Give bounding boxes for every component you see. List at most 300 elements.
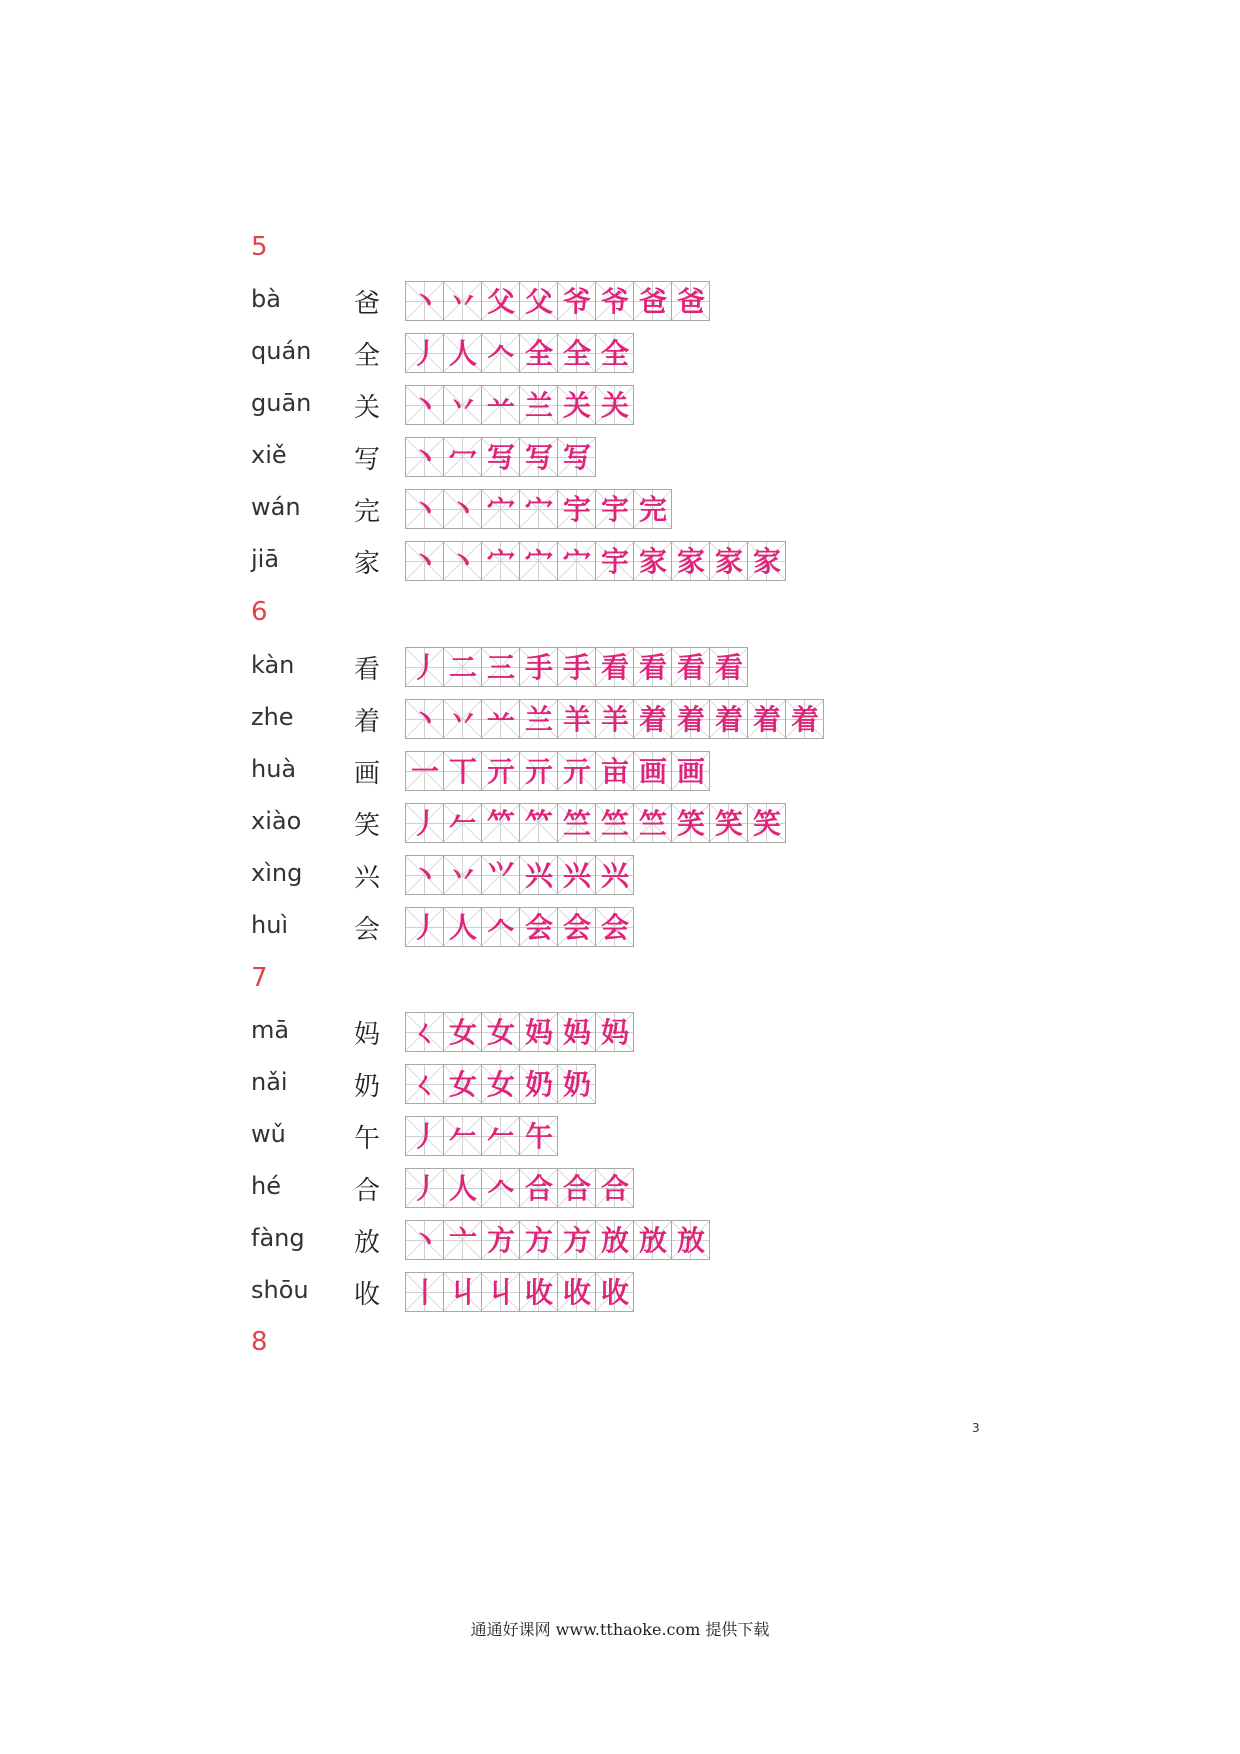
character-row: [0, 489, 1240, 533]
stroke-grid-cell: [444, 333, 482, 373]
stroke-step-glyph: 全: [562, 337, 591, 370]
stroke-grid-cell: [406, 751, 444, 791]
stroke-step-glyph: 𠆢: [486, 1172, 515, 1205]
stroke-grid-cell: [482, 855, 520, 895]
stroke-step-glyph: 丩: [486, 1276, 515, 1309]
stroke-step-glyph: 收: [562, 1276, 591, 1309]
page-number: 3: [972, 1421, 980, 1435]
lesson-number: 7: [251, 963, 268, 993]
character-row: [0, 699, 1240, 743]
hanzi-character: 合: [354, 1176, 381, 1206]
stroke-step-glyph: 爷: [600, 285, 629, 318]
stroke-step-glyph: 丷: [448, 389, 477, 422]
stroke-grid-cell: [596, 1168, 634, 1208]
stroke-step-glyph: 𠂉: [448, 1120, 477, 1153]
stroke-step-glyph: 丶: [448, 493, 477, 526]
stroke-step-glyph: 家: [714, 545, 743, 578]
stroke-step-glyph: 合: [562, 1172, 591, 1205]
stroke-step-glyph: 女: [486, 1016, 515, 1049]
stroke-step-glyph: 兰: [524, 389, 553, 422]
stroke-step-glyph: 丶: [410, 285, 439, 318]
stroke-grid-cell: [482, 907, 520, 947]
stroke-grid-cell: [406, 489, 444, 529]
pinyin-label: bà: [251, 285, 281, 313]
pinyin-label: quán: [251, 337, 312, 365]
stroke-step-glyph: 宀: [524, 545, 553, 578]
stroke-grid-cell: [596, 907, 634, 947]
stroke-grid-cell: [634, 489, 672, 529]
character-row: [0, 751, 1240, 795]
stroke-grid-cell: [520, 1116, 558, 1156]
stroke-step-glyph: 人: [448, 337, 477, 370]
stroke-grid-cell: [748, 699, 786, 739]
stroke-step-glyph: 家: [638, 545, 667, 578]
hanzi-character: 关: [354, 393, 381, 423]
stroke-step-glyph: 看: [676, 651, 705, 684]
stroke-grid-cell: [558, 1064, 596, 1104]
stroke-step-glyph: 方: [486, 1224, 515, 1257]
stroke-step-glyph: 妈: [562, 1016, 591, 1049]
stroke-step-glyph: 人: [448, 1172, 477, 1205]
stroke-grid-cell: [672, 541, 710, 581]
stroke-step-glyph: 着: [714, 703, 743, 736]
stroke-grid-cell: [634, 699, 672, 739]
character-row: [0, 1116, 1240, 1160]
stroke-step-glyph: 手: [562, 651, 591, 684]
stroke-order-strip: [405, 751, 710, 791]
stroke-step-glyph: 丿: [410, 1172, 439, 1205]
stroke-grid-cell: [406, 647, 444, 687]
stroke-grid-cell: [520, 907, 558, 947]
stroke-grid-cell: [444, 1220, 482, 1260]
stroke-grid-cell: [444, 751, 482, 791]
stroke-step-glyph: 亠: [448, 1224, 477, 1257]
stroke-step-glyph: 完: [638, 493, 667, 526]
stroke-grid-cell: [444, 1272, 482, 1312]
stroke-step-glyph: 丿: [410, 911, 439, 944]
stroke-step-glyph: 丶: [410, 859, 439, 892]
character-row: [0, 647, 1240, 691]
stroke-step-glyph: 䒑: [486, 703, 515, 736]
stroke-step-glyph: 𥫗: [486, 807, 515, 840]
stroke-grid-cell: [444, 489, 482, 529]
pinyin-label: jiā: [251, 545, 280, 573]
stroke-step-glyph: 一: [410, 755, 439, 788]
character-row: [0, 907, 1240, 951]
stroke-grid-cell: [558, 699, 596, 739]
stroke-order-strip: [405, 1272, 634, 1312]
stroke-step-glyph: 宀: [486, 493, 515, 526]
stroke-grid-cell: [406, 541, 444, 581]
stroke-grid-cell: [406, 437, 444, 477]
stroke-order-strip: [405, 1012, 634, 1052]
stroke-step-glyph: 兴: [562, 859, 591, 892]
hanzi-character: 全: [354, 341, 381, 371]
stroke-step-glyph: 宇: [600, 493, 629, 526]
stroke-grid-cell: [558, 803, 596, 843]
stroke-grid-cell: [520, 1272, 558, 1312]
hanzi-character: 收: [354, 1280, 381, 1310]
pinyin-label: huì: [251, 911, 289, 939]
stroke-grid-cell: [520, 1064, 558, 1104]
stroke-grid-cell: [482, 1168, 520, 1208]
stroke-step-glyph: 合: [600, 1172, 629, 1205]
stroke-step-glyph: 看: [600, 651, 629, 684]
stroke-grid-cell: [444, 803, 482, 843]
stroke-grid-cell: [786, 699, 824, 739]
hanzi-character: 午: [354, 1124, 381, 1154]
stroke-step-glyph: 女: [448, 1016, 477, 1049]
character-row: [0, 1064, 1240, 1108]
stroke-step-glyph: ⺍: [486, 859, 515, 892]
stroke-grid-cell: [406, 281, 444, 321]
stroke-step-glyph: ㄑ: [410, 1068, 439, 1101]
hanzi-character: 放: [354, 1228, 381, 1258]
stroke-step-glyph: 丅: [448, 755, 477, 788]
character-row: [0, 333, 1240, 377]
stroke-step-glyph: 画: [638, 755, 667, 788]
stroke-order-strip: [405, 385, 634, 425]
stroke-grid-cell: [444, 907, 482, 947]
character-row: [0, 1168, 1240, 1212]
stroke-grid-cell: [444, 647, 482, 687]
stroke-step-glyph: 冖: [448, 441, 477, 474]
stroke-grid-cell: [672, 1220, 710, 1260]
stroke-step-glyph: 放: [676, 1224, 705, 1257]
stroke-grid-cell: [558, 855, 596, 895]
stroke-step-glyph: 手: [524, 651, 553, 684]
stroke-step-glyph: 写: [486, 441, 515, 474]
hanzi-character: 奶: [354, 1072, 381, 1102]
character-row: [0, 855, 1240, 899]
stroke-step-glyph: 丶: [410, 703, 439, 736]
pinyin-label: wán: [251, 493, 301, 521]
stroke-step-glyph: 亓: [486, 755, 515, 788]
stroke-grid-cell: [672, 281, 710, 321]
stroke-grid-cell: [406, 1168, 444, 1208]
stroke-step-glyph: 会: [524, 911, 553, 944]
stroke-step-glyph: 着: [638, 703, 667, 736]
stroke-order-strip: [405, 907, 634, 947]
stroke-step-glyph: 看: [714, 651, 743, 684]
pinyin-label: nǎi: [251, 1068, 288, 1096]
stroke-step-glyph: 丷: [448, 859, 477, 892]
stroke-grid-cell: [558, 907, 596, 947]
stroke-step-glyph: 家: [752, 545, 781, 578]
stroke-grid-cell: [710, 803, 748, 843]
hanzi-character: 妈: [354, 1020, 381, 1050]
stroke-grid-cell: [520, 855, 558, 895]
stroke-grid-cell: [558, 385, 596, 425]
stroke-grid-cell: [482, 1064, 520, 1104]
stroke-grid-cell: [444, 1064, 482, 1104]
stroke-order-strip: [405, 699, 824, 739]
stroke-grid-cell: [444, 281, 482, 321]
stroke-step-glyph: 丿: [410, 807, 439, 840]
stroke-step-glyph: 丿: [410, 337, 439, 370]
stroke-grid-cell: [596, 751, 634, 791]
hanzi-character: 完: [354, 497, 381, 527]
stroke-step-glyph: 宀: [562, 545, 591, 578]
stroke-step-glyph: 关: [600, 389, 629, 422]
stroke-order-strip: [405, 1220, 710, 1260]
pinyin-label: xiě: [251, 441, 287, 469]
stroke-grid-cell: [406, 699, 444, 739]
pinyin-label: mā: [251, 1016, 290, 1044]
stroke-step-glyph: 全: [600, 337, 629, 370]
hanzi-character: 爸: [354, 289, 381, 319]
stroke-grid-cell: [444, 1116, 482, 1156]
stroke-grid-cell: [596, 333, 634, 373]
stroke-grid-cell: [482, 647, 520, 687]
stroke-grid-cell: [444, 437, 482, 477]
stroke-grid-cell: [596, 541, 634, 581]
stroke-step-glyph: 妈: [524, 1016, 553, 1049]
stroke-step-glyph: 宀: [486, 545, 515, 578]
stroke-step-glyph: 竺: [562, 807, 591, 840]
hanzi-character: 着: [354, 707, 381, 737]
stroke-grid-cell: [596, 1272, 634, 1312]
stroke-step-glyph: 宇: [600, 545, 629, 578]
stroke-grid-cell: [596, 803, 634, 843]
stroke-step-glyph: 羊: [600, 703, 629, 736]
stroke-step-glyph: 𠆢: [486, 337, 515, 370]
stroke-step-glyph: 兰: [524, 703, 553, 736]
stroke-grid-cell: [748, 803, 786, 843]
lesson-number: 5: [251, 232, 268, 262]
stroke-grid-cell: [482, 1116, 520, 1156]
stroke-step-glyph: 写: [524, 441, 553, 474]
hanzi-character: 看: [354, 655, 381, 685]
stroke-grid-cell: [672, 699, 710, 739]
stroke-grid-cell: [406, 385, 444, 425]
stroke-step-glyph: 着: [790, 703, 819, 736]
stroke-grid-cell: [596, 385, 634, 425]
stroke-grid-cell: [520, 1012, 558, 1052]
stroke-grid-cell: [672, 647, 710, 687]
stroke-grid-cell: [748, 541, 786, 581]
stroke-step-glyph: 看: [638, 651, 667, 684]
stroke-order-strip: [405, 803, 786, 843]
stroke-order-strip: [405, 333, 634, 373]
stroke-step-glyph: 𠂉: [486, 1120, 515, 1153]
stroke-step-glyph: 𠂉: [448, 807, 477, 840]
stroke-grid-cell: [520, 647, 558, 687]
stroke-grid-cell: [520, 437, 558, 477]
lesson-number: 8: [251, 1327, 268, 1357]
stroke-step-glyph: 丶: [448, 545, 477, 578]
stroke-grid-cell: [520, 333, 558, 373]
stroke-grid-cell: [558, 281, 596, 321]
stroke-grid-cell: [558, 541, 596, 581]
stroke-step-glyph: 羊: [562, 703, 591, 736]
stroke-step-glyph: 放: [600, 1224, 629, 1257]
stroke-step-glyph: 关: [562, 389, 591, 422]
stroke-step-glyph: 爷: [562, 285, 591, 318]
stroke-step-glyph: 宇: [562, 493, 591, 526]
stroke-step-glyph: 丩: [448, 1276, 477, 1309]
stroke-step-glyph: 兴: [524, 859, 553, 892]
stroke-grid-cell: [406, 907, 444, 947]
stroke-step-glyph: 全: [524, 337, 553, 370]
stroke-step-glyph: 收: [524, 1276, 553, 1309]
stroke-order-strip: [405, 1064, 596, 1104]
stroke-grid-cell: [558, 437, 596, 477]
stroke-step-glyph: 爸: [676, 285, 705, 318]
stroke-step-glyph: 竺: [600, 807, 629, 840]
stroke-step-glyph: 兴: [600, 859, 629, 892]
stroke-grid-cell: [710, 647, 748, 687]
stroke-step-glyph: 午: [524, 1120, 553, 1153]
stroke-grid-cell: [406, 855, 444, 895]
stroke-step-glyph: 丷: [448, 703, 477, 736]
stroke-grid-cell: [710, 541, 748, 581]
stroke-grid-cell: [520, 385, 558, 425]
stroke-grid-cell: [482, 437, 520, 477]
stroke-step-glyph: 奶: [524, 1068, 553, 1101]
hanzi-character: 家: [354, 549, 381, 579]
stroke-step-glyph: 写: [562, 441, 591, 474]
stroke-grid-cell: [406, 803, 444, 843]
pinyin-label: kàn: [251, 651, 295, 679]
stroke-grid-cell: [520, 1220, 558, 1260]
character-row: [0, 437, 1240, 481]
stroke-grid-cell: [444, 699, 482, 739]
stroke-grid-cell: [482, 385, 520, 425]
stroke-step-glyph: 方: [562, 1224, 591, 1257]
stroke-step-glyph: 女: [448, 1068, 477, 1101]
stroke-step-glyph: 丨: [410, 1276, 439, 1309]
stroke-grid-cell: [444, 385, 482, 425]
stroke-step-glyph: 女: [486, 1068, 515, 1101]
stroke-order-strip: [405, 437, 596, 477]
footer-source-text: 通通好课网 www.tthaoke.com 提供下载: [470, 1620, 770, 1639]
stroke-grid-cell: [596, 489, 634, 529]
stroke-grid-cell: [672, 751, 710, 791]
stroke-grid-cell: [558, 489, 596, 529]
stroke-step-glyph: 收: [600, 1276, 629, 1309]
stroke-step-glyph: 合: [524, 1172, 553, 1205]
stroke-step-glyph: 竺: [638, 807, 667, 840]
stroke-grid-cell: [520, 699, 558, 739]
character-row: [0, 281, 1240, 325]
stroke-grid-cell: [482, 699, 520, 739]
stroke-grid-cell: [482, 281, 520, 321]
stroke-step-glyph: 亓: [562, 755, 591, 788]
stroke-step-glyph: 家: [676, 545, 705, 578]
stroke-step-glyph: 丶: [410, 1224, 439, 1257]
stroke-grid-cell: [444, 541, 482, 581]
stroke-grid-cell: [634, 1220, 672, 1260]
stroke-step-glyph: 笑: [714, 807, 743, 840]
stroke-grid-cell: [596, 1012, 634, 1052]
stroke-step-glyph: 会: [600, 911, 629, 944]
stroke-step-glyph: ㄑ: [410, 1016, 439, 1049]
stroke-step-glyph: 画: [676, 755, 705, 788]
stroke-grid-cell: [520, 489, 558, 529]
stroke-step-glyph: 丶: [410, 389, 439, 422]
stroke-step-glyph: 亩: [600, 755, 629, 788]
stroke-grid-cell: [520, 281, 558, 321]
pinyin-label: xiào: [251, 807, 302, 835]
stroke-grid-cell: [634, 281, 672, 321]
stroke-grid-cell: [596, 647, 634, 687]
stroke-step-glyph: 爸: [638, 285, 667, 318]
stroke-order-strip: [405, 489, 672, 529]
pinyin-label: guān: [251, 389, 312, 417]
pinyin-label: shōu: [251, 1276, 309, 1304]
hanzi-character: 兴: [354, 863, 381, 893]
stroke-step-glyph: 丶: [410, 441, 439, 474]
stroke-step-glyph: 䒑: [486, 389, 515, 422]
stroke-grid-cell: [558, 751, 596, 791]
character-row: [0, 803, 1240, 847]
stroke-grid-cell: [558, 1220, 596, 1260]
stroke-step-glyph: 着: [676, 703, 705, 736]
stroke-step-glyph: 着: [752, 703, 781, 736]
stroke-step-glyph: 丿: [410, 1120, 439, 1153]
stroke-grid-cell: [596, 281, 634, 321]
stroke-grid-cell: [406, 1116, 444, 1156]
stroke-order-strip: [405, 281, 710, 321]
stroke-grid-cell: [406, 1012, 444, 1052]
stroke-step-glyph: 父: [486, 285, 515, 318]
stroke-grid-cell: [406, 333, 444, 373]
stroke-grid-cell: [406, 1220, 444, 1260]
stroke-step-glyph: 亓: [524, 755, 553, 788]
stroke-grid-cell: [558, 1272, 596, 1312]
stroke-grid-cell: [558, 333, 596, 373]
stroke-step-glyph: 丶: [410, 493, 439, 526]
stroke-grid-cell: [558, 1168, 596, 1208]
pinyin-label: wǔ: [251, 1120, 286, 1148]
stroke-order-strip: [405, 541, 786, 581]
stroke-grid-cell: [444, 1168, 482, 1208]
stroke-grid-cell: [596, 855, 634, 895]
character-row: [0, 385, 1240, 429]
character-row: [0, 541, 1240, 585]
stroke-grid-cell: [634, 647, 672, 687]
stroke-grid-cell: [482, 1012, 520, 1052]
stroke-order-strip: [405, 1116, 558, 1156]
stroke-grid-cell: [444, 855, 482, 895]
stroke-step-glyph: 丿: [410, 651, 439, 684]
pinyin-label: zhe: [251, 703, 294, 731]
stroke-grid-cell: [634, 751, 672, 791]
stroke-grid-cell: [710, 699, 748, 739]
stroke-grid-cell: [482, 333, 520, 373]
stroke-step-glyph: 妈: [600, 1016, 629, 1049]
stroke-step-glyph: 父: [524, 285, 553, 318]
stroke-step-glyph: 笑: [752, 807, 781, 840]
stroke-grid-cell: [482, 1272, 520, 1312]
stroke-grid-cell: [406, 1064, 444, 1104]
pinyin-label: huà: [251, 755, 297, 783]
stroke-order-strip: [405, 647, 748, 687]
stroke-step-glyph: 放: [638, 1224, 667, 1257]
stroke-grid-cell: [520, 1168, 558, 1208]
hanzi-character: 写: [354, 445, 381, 475]
stroke-step-glyph: 奶: [562, 1068, 591, 1101]
stroke-grid-cell: [558, 1012, 596, 1052]
stroke-step-glyph: 方: [524, 1224, 553, 1257]
character-row: [0, 1012, 1240, 1056]
hanzi-character: 笑: [354, 811, 381, 841]
pinyin-label: xìng: [251, 859, 303, 887]
stroke-grid-cell: [482, 1220, 520, 1260]
stroke-step-glyph: 宀: [524, 493, 553, 526]
stroke-grid-cell: [634, 541, 672, 581]
